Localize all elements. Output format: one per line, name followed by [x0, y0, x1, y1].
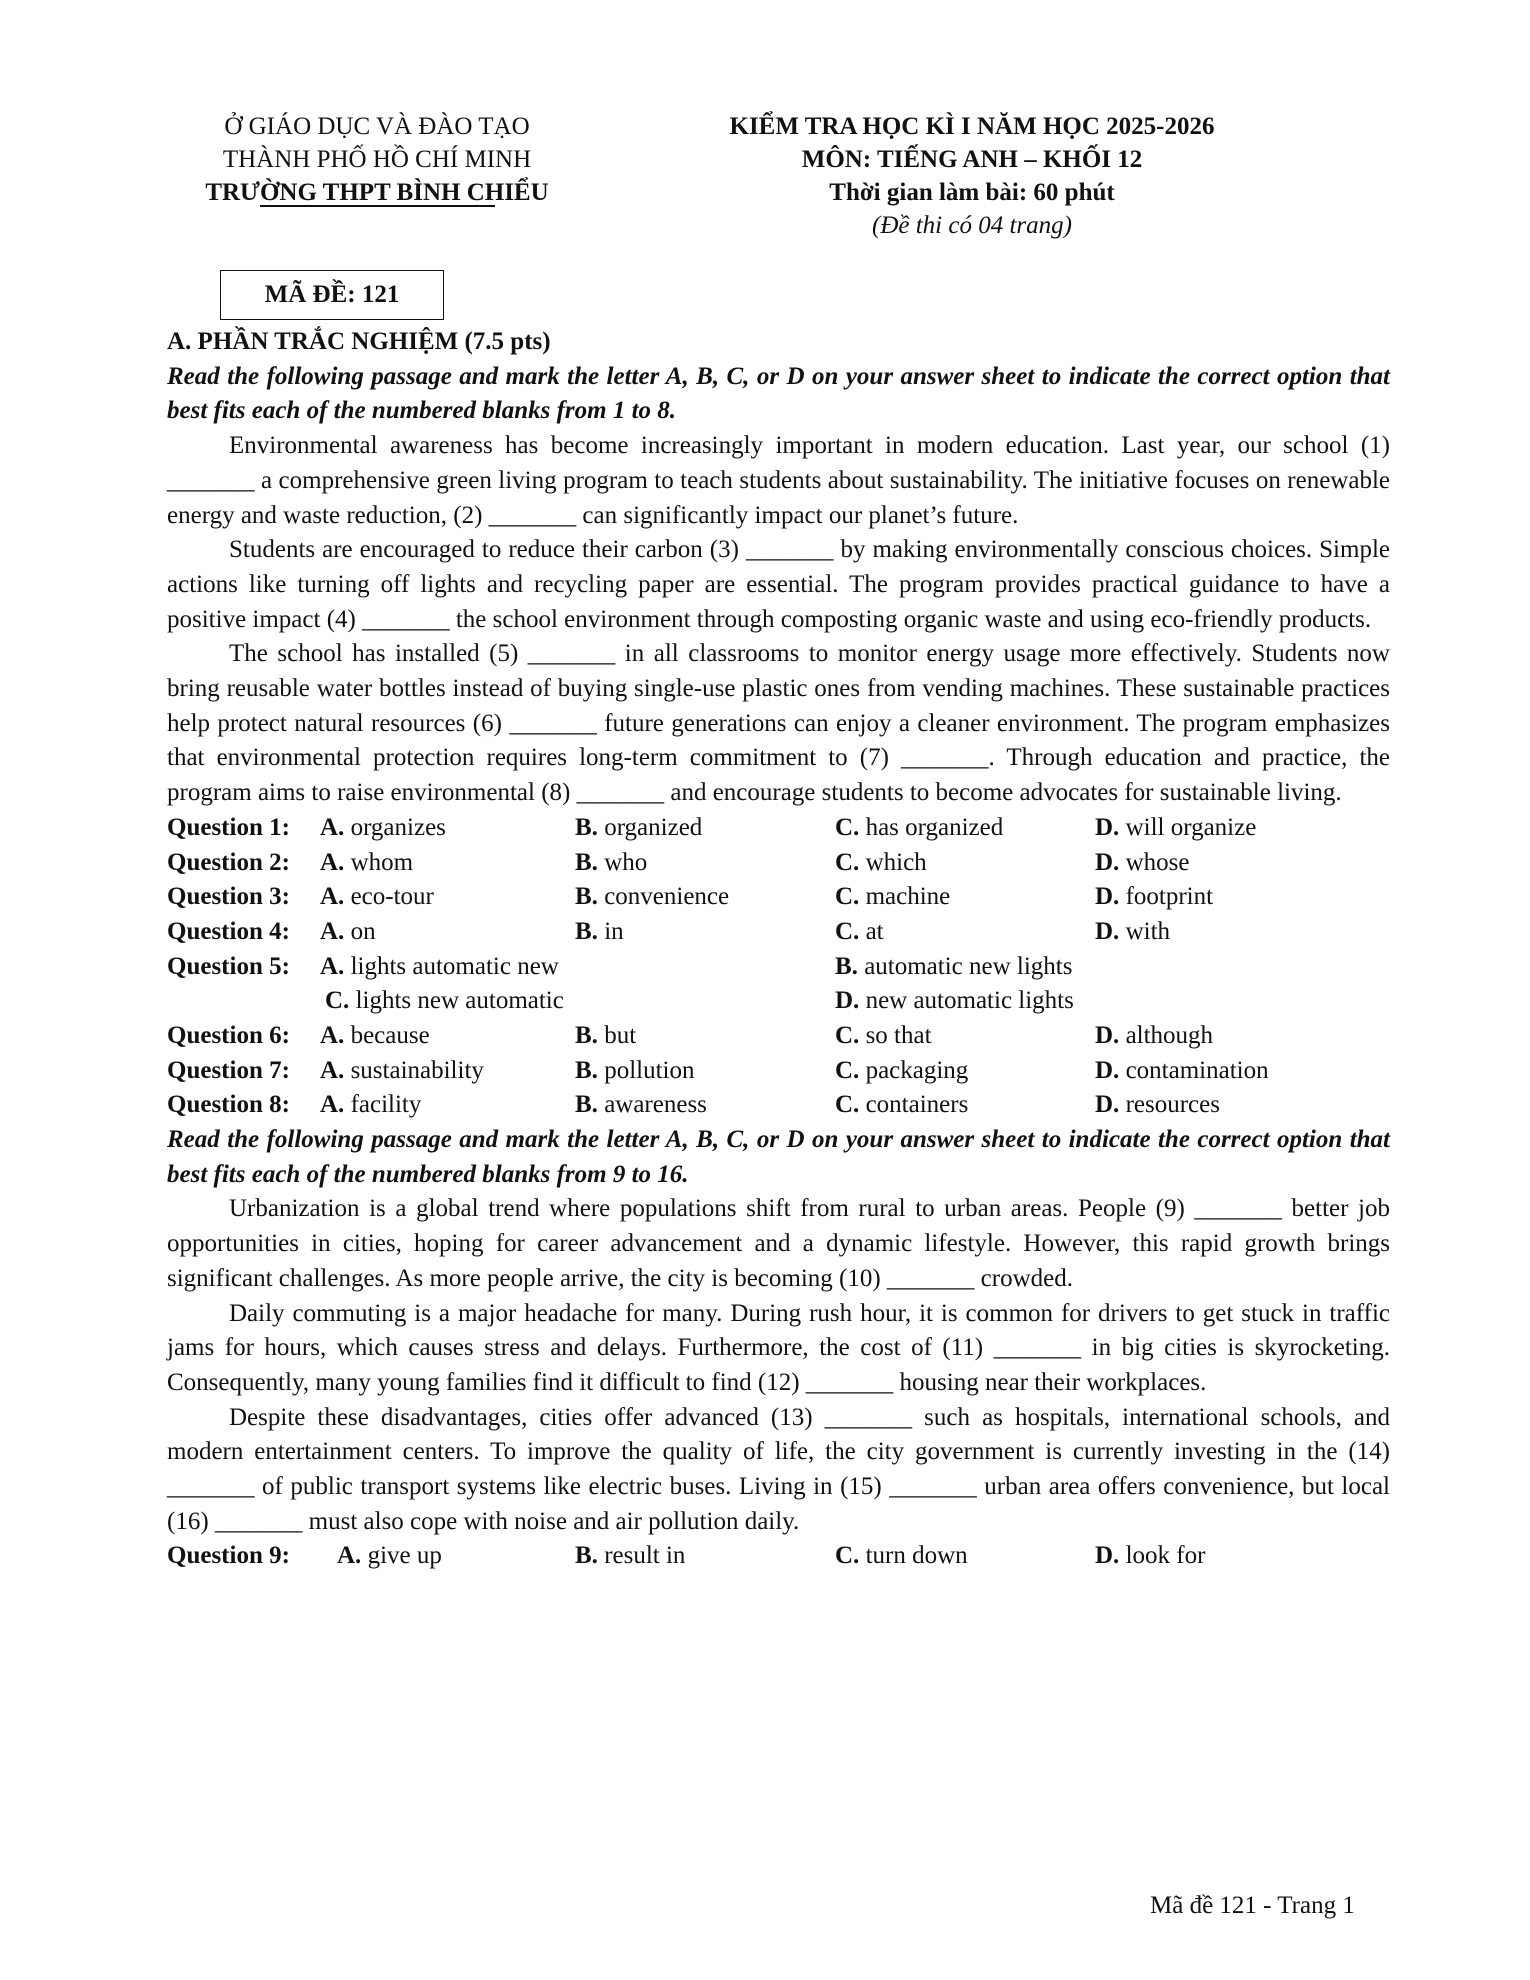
city-name: THÀNH PHỐ HỒ CHÍ MINH	[222, 146, 532, 173]
option-d: D. footprint	[1095, 883, 1214, 911]
department-block	[167, 110, 587, 207]
option-b: B. in	[575, 917, 624, 945]
section-title: A. PHẦN TRẮC NGHIỆM (7.5 pts)	[167, 328, 551, 355]
question-label: Question 2:	[167, 848, 290, 876]
passage1-paragraph: Students are encouraged to reduce their carbon (3) _______ by making environmentally conscious choices. Simple actions like turning off lights and recycling paper are essential. The program provides practical guidance to have a positive impact (4) _______ the school environment through composting organic waste and using eco-friendly products.	[167, 536, 1390, 633]
option-c: C. has organized	[835, 813, 1004, 841]
question-list-1	[167, 811, 1390, 1123]
question-label: Question 4:	[167, 917, 290, 945]
question-row	[167, 1019, 1390, 1054]
question-row	[167, 811, 1390, 846]
option-b: B. convenience	[575, 883, 730, 911]
question-label: Question 6:	[167, 1021, 290, 1049]
option-a: A. facility	[320, 1091, 422, 1119]
question-row	[167, 984, 1390, 1019]
school-name: TRƯỜNG THPT BÌNH CHIỂU	[205, 179, 549, 206]
passage2-paragraph: Despite these disadvantages, cities offer advanced (13) _______ such as hospitals, international schools, and modern entertainment centers. To improve the quality of life, the city government is currently investing in the (14) _______ of public transport systems like electric buses. Living in (15) _______ urban area offers convenience, but local (16) _______ must also cope with noise and air pollution daily.	[167, 1403, 1390, 1535]
question-label: Question 9:	[167, 1542, 290, 1570]
option-b: B. pollution	[575, 1056, 695, 1084]
exam-duration: Thời gian làm bài: 60 phút	[829, 179, 1115, 206]
question-row	[167, 1088, 1390, 1123]
question-label: Question 1:	[167, 813, 290, 841]
option-c: C. turn down	[835, 1542, 968, 1570]
passage1-paragraph: The school has installed (5) _______ in all classrooms to monitor energy usage more effectively. Students now bring reusable water bottles instead of buying single-use plastic ones from vending machines. These sustainable practices help protect natural resources (6) _______ future generations can enjoy a cleaner environment. The program emphasizes that environmental protection requires long-term commitment to (7) _______. Through education and practice, the program aims to raise environmental (8) _______ and encourage students to become advocates for sustainable living.	[167, 640, 1390, 807]
instruction-1: Read the following passage and mark the letter A, B, C, or D on your answer sheet to indicate the correct option that best fits each of the numbered blanks from 1 to 8.	[167, 362, 1390, 425]
option-d: D. whose	[1095, 848, 1190, 876]
question-label: Question 8:	[167, 1091, 290, 1119]
exam-page	[167, 110, 1390, 1574]
option-d: D. although	[1095, 1021, 1214, 1049]
question-label: Question 5:	[167, 952, 290, 980]
option-a: A. organizes	[320, 813, 446, 841]
passage1-paragraph: Environmental awareness has become increasingly important in modern education. Last year, our school (1) _______ a comprehensive green living program to teach students about sustainability. The initiative focuses on renewable energy and waste reduction, (2) _______ can significantly impact our planet’s future.	[167, 432, 1390, 529]
option-d: D. will organize	[1095, 813, 1257, 841]
department-name: Ở GIÁO DỤC VÀ ĐÀO TẠO	[224, 113, 530, 140]
option-d: D. contamination	[1095, 1056, 1269, 1084]
question-label: Question 7:	[167, 1056, 290, 1084]
option-c: C. machine	[835, 883, 951, 911]
option-c: C. packaging	[835, 1056, 969, 1084]
option-a: A. because	[320, 1021, 430, 1049]
page-footer: Mã đề 121 - Trang 1	[1150, 1892, 1355, 1919]
option-c: C. lights new automatic	[325, 987, 564, 1015]
exam-pages-note: (Đề thi có 04 trang)	[872, 212, 1072, 239]
option-a: A. on	[320, 917, 376, 945]
question-label: Question 3:	[167, 883, 290, 911]
instruction-2: Read the following passage and mark the letter A, B, C, or D on your answer sheet to indicate the correct option that best fits each of the numbered blanks from 9 to 16.	[167, 1126, 1390, 1188]
passage2-paragraph: Urbanization is a global trend where populations shift from rural to urban areas. People (9) _______ better job opportunities in cities, hoping for career advancement and a dynamic lifestyle. However, this rapid growth brings significant challenges. As more people arrive, the city is becoming (10) _______ crowded.	[167, 1195, 1390, 1292]
option-b: B. organized	[575, 813, 703, 841]
option-a: A. whom	[320, 848, 414, 876]
passage2-paragraph: Daily commuting is a major headache for many. During rush hour, it is common for drivers to get stuck in traffic jams for hours, which causes stress and delays. Furthermore, the cost of (11) _______ in big cities is skyrocketing. Consequently, many young families find it difficult to find (12) _______ housing near their workplaces.	[167, 1299, 1390, 1396]
option-d: D. new automatic lights	[835, 987, 1074, 1015]
question-row	[167, 846, 1390, 881]
exam-subject: MÔN: TIẾNG ANH – KHỐI 12	[801, 146, 1143, 173]
question-row	[167, 880, 1390, 915]
option-a: A. lights automatic new	[320, 952, 559, 980]
option-c: C. containers	[835, 1091, 969, 1119]
exam-title-block	[617, 110, 1327, 242]
option-b: B. result in	[575, 1542, 686, 1570]
exam-header	[167, 110, 1390, 325]
option-b: B. automatic new lights	[835, 952, 1073, 980]
question-row	[167, 1539, 1390, 1574]
option-a: A. sustainability	[320, 1056, 484, 1084]
question-row	[167, 915, 1390, 950]
option-c: C. so that	[835, 1021, 932, 1049]
option-b: B. who	[575, 848, 648, 876]
option-b: B. but	[575, 1021, 637, 1049]
option-a: A. give up	[337, 1542, 442, 1570]
option-d: D. look for	[1095, 1542, 1206, 1570]
exam-title: KIỂM TRA HỌC KÌ I NĂM HỌC 2025-2026	[729, 113, 1215, 140]
option-b: B. awareness	[575, 1091, 707, 1119]
option-c: C. at	[835, 917, 884, 945]
option-d: D. with	[1095, 917, 1171, 945]
option-a: A. eco-tour	[320, 883, 434, 911]
question-row	[167, 950, 1390, 985]
option-d: D. resources	[1095, 1091, 1220, 1119]
exam-code-box: MÃ ĐỀ: 121	[220, 270, 444, 320]
option-c: C. which	[835, 848, 927, 876]
question-row	[167, 1054, 1390, 1089]
